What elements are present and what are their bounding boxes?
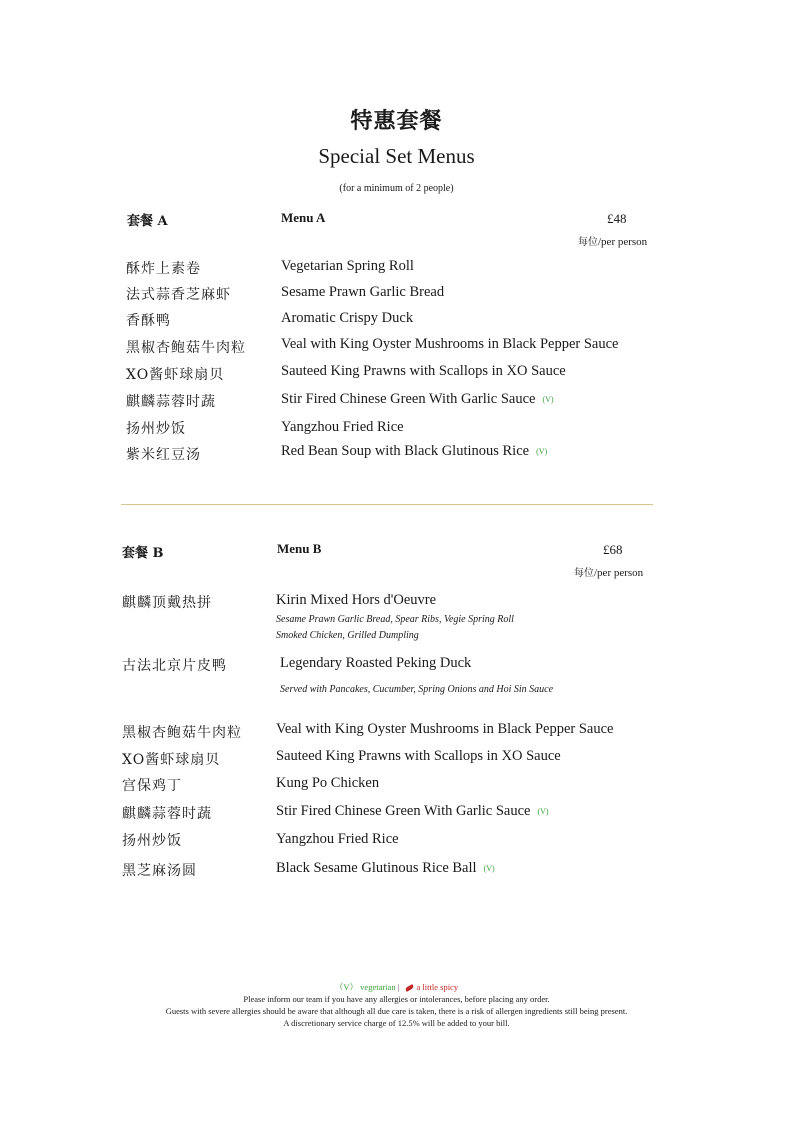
menu-a-item-en xyxy=(281,443,547,460)
menu-a-item-en: Sauteed King Prawns with Scallops in XO Sauce xyxy=(281,363,566,379)
page-title: Special Set Menus xyxy=(318,144,475,168)
menu-b-item-en: Kirin Mixed Hors d'Oeuvre xyxy=(276,592,437,608)
dish-name: Red Bean Soup with Black Glutinous Rice xyxy=(281,443,530,459)
legend-spicy: a little spicy xyxy=(416,982,459,992)
menu-a-item-cn: 黑椒杏鲍菇牛肉粒 xyxy=(126,340,246,356)
menu-a-label-chinese: 套餐 A xyxy=(127,214,168,229)
menu-a-item-en: Sesame Prawn Garlic Bread xyxy=(281,284,445,300)
menu-b-item-en: Yangzhou Fried Rice xyxy=(276,831,399,847)
menu-b-item-description: Smoked Chicken, Grilled Dumpling xyxy=(276,630,419,641)
chili-icon xyxy=(404,984,414,992)
menu-b-item-en: Sauteed King Prawns with Scallops in XO Sauce xyxy=(276,748,561,764)
menu-b-item-en xyxy=(276,803,549,820)
menu-a-price: £48 xyxy=(607,211,627,226)
menu-a-item-cn: 香酥鸭 xyxy=(126,313,171,329)
service-charge-note: A discretionary service charge of 12.5% will be added to your bill. xyxy=(283,1018,510,1028)
menu-b-item-cn: 古法北京片皮鸭 xyxy=(122,658,227,674)
vegetarian-badge: (V) xyxy=(536,447,548,457)
vegetarian-badge: (V) xyxy=(542,395,554,405)
legend-vegetarian: （V） vegetarian xyxy=(334,982,396,992)
menu-b-item-en xyxy=(276,860,495,877)
menu-b-price: £68 xyxy=(603,542,623,557)
menu-b-item-cn: 宫保鸡丁 xyxy=(122,778,182,794)
menu-a-item-cn: XO酱虾球扇贝 xyxy=(126,367,225,383)
menu-a-item-en: Vegetarian Spring Roll xyxy=(281,258,414,274)
menu-b-item-cn: 麒麟蒜蓉时蔬 xyxy=(122,806,212,822)
page-subtitle: (for a minimum of 2 people) xyxy=(339,183,454,194)
per-person-english: /per person xyxy=(598,236,648,248)
menu-a-item-en: Yangzhou Fried Rice xyxy=(281,419,404,435)
menu-a-item-en: Aromatic Crispy Duck xyxy=(281,310,414,326)
menu-b-item-en: Kung Po Chicken xyxy=(276,775,380,791)
dietary-legend xyxy=(0,981,793,993)
dish-name: Stir Fired Chinese Green With Garlic Sauce xyxy=(281,391,536,407)
menu-b-item-en: Legendary Roasted Peking Duck xyxy=(280,655,472,671)
menu-b-label-chinese: 套餐 B xyxy=(122,546,164,561)
menu-a-item-en xyxy=(281,391,554,408)
allergy-warning: Guests with severe allergies should be aware that although all due care is taken, there is a risk of allergen ingredients still being present. xyxy=(165,1006,628,1016)
menu-b-item-description: Sesame Prawn Garlic Bread, Spear Ribs, Vegie Spring Roll xyxy=(276,614,514,625)
menu-b-label: Menu B xyxy=(277,541,322,556)
menu-a-per-person xyxy=(578,233,647,248)
dish-name: Black Sesame Glutinous Rice Ball xyxy=(276,860,477,876)
menu-a-item-cn: 扬州炒饭 xyxy=(126,421,186,437)
legend-separator: | xyxy=(397,982,400,992)
menu-b-item-cn: 黑椒杏鲍菇牛肉粒 xyxy=(122,725,242,741)
menu-a-item-cn: 紫米红豆汤 xyxy=(126,447,201,463)
vegetarian-badge: (V) xyxy=(537,807,549,817)
menu-a-item-en: Veal with King Oyster Mushrooms in Black Pepper Sauce xyxy=(281,336,619,352)
per-person-english: /per person xyxy=(594,567,644,579)
menu-a-label: Menu A xyxy=(281,210,326,225)
per-person-chinese: 每位 xyxy=(574,568,594,579)
menu-b-item-description: Served with Pancakes, Cucumber, Spring Onions and Hoi Sin Sauce xyxy=(280,684,554,695)
section-divider xyxy=(121,504,653,505)
menu-a-item-cn: 酥炸上素卷 xyxy=(126,261,201,277)
menu-a-item-cn: 麒麟蒜蓉时蔬 xyxy=(126,394,216,410)
page-title-chinese: 特惠套餐 xyxy=(350,108,443,134)
vegetarian-badge: (V) xyxy=(483,864,495,874)
menu-a-item-cn: 法式蒜香芝麻虾 xyxy=(126,287,231,303)
dish-name: Stir Fired Chinese Green With Garlic Sauce xyxy=(276,803,531,819)
menu-b-item-cn: XO酱虾球扇贝 xyxy=(122,752,221,768)
menu-b-item-cn: 麒麟顶戴热拼 xyxy=(122,595,212,611)
menu-b-item-en: Veal with King Oyster Mushrooms in Black Pepper Sauce xyxy=(276,721,614,737)
menu-b-item-cn: 黑芝麻汤圆 xyxy=(122,863,197,879)
menu-b-item-cn: 扬州炒饭 xyxy=(122,833,182,849)
menu-b-per-person xyxy=(574,564,643,579)
per-person-chinese: 每位 xyxy=(578,237,598,248)
allergy-notice: Please inform our team if you have any allergies or intolerances, before placing any order. xyxy=(243,994,550,1004)
